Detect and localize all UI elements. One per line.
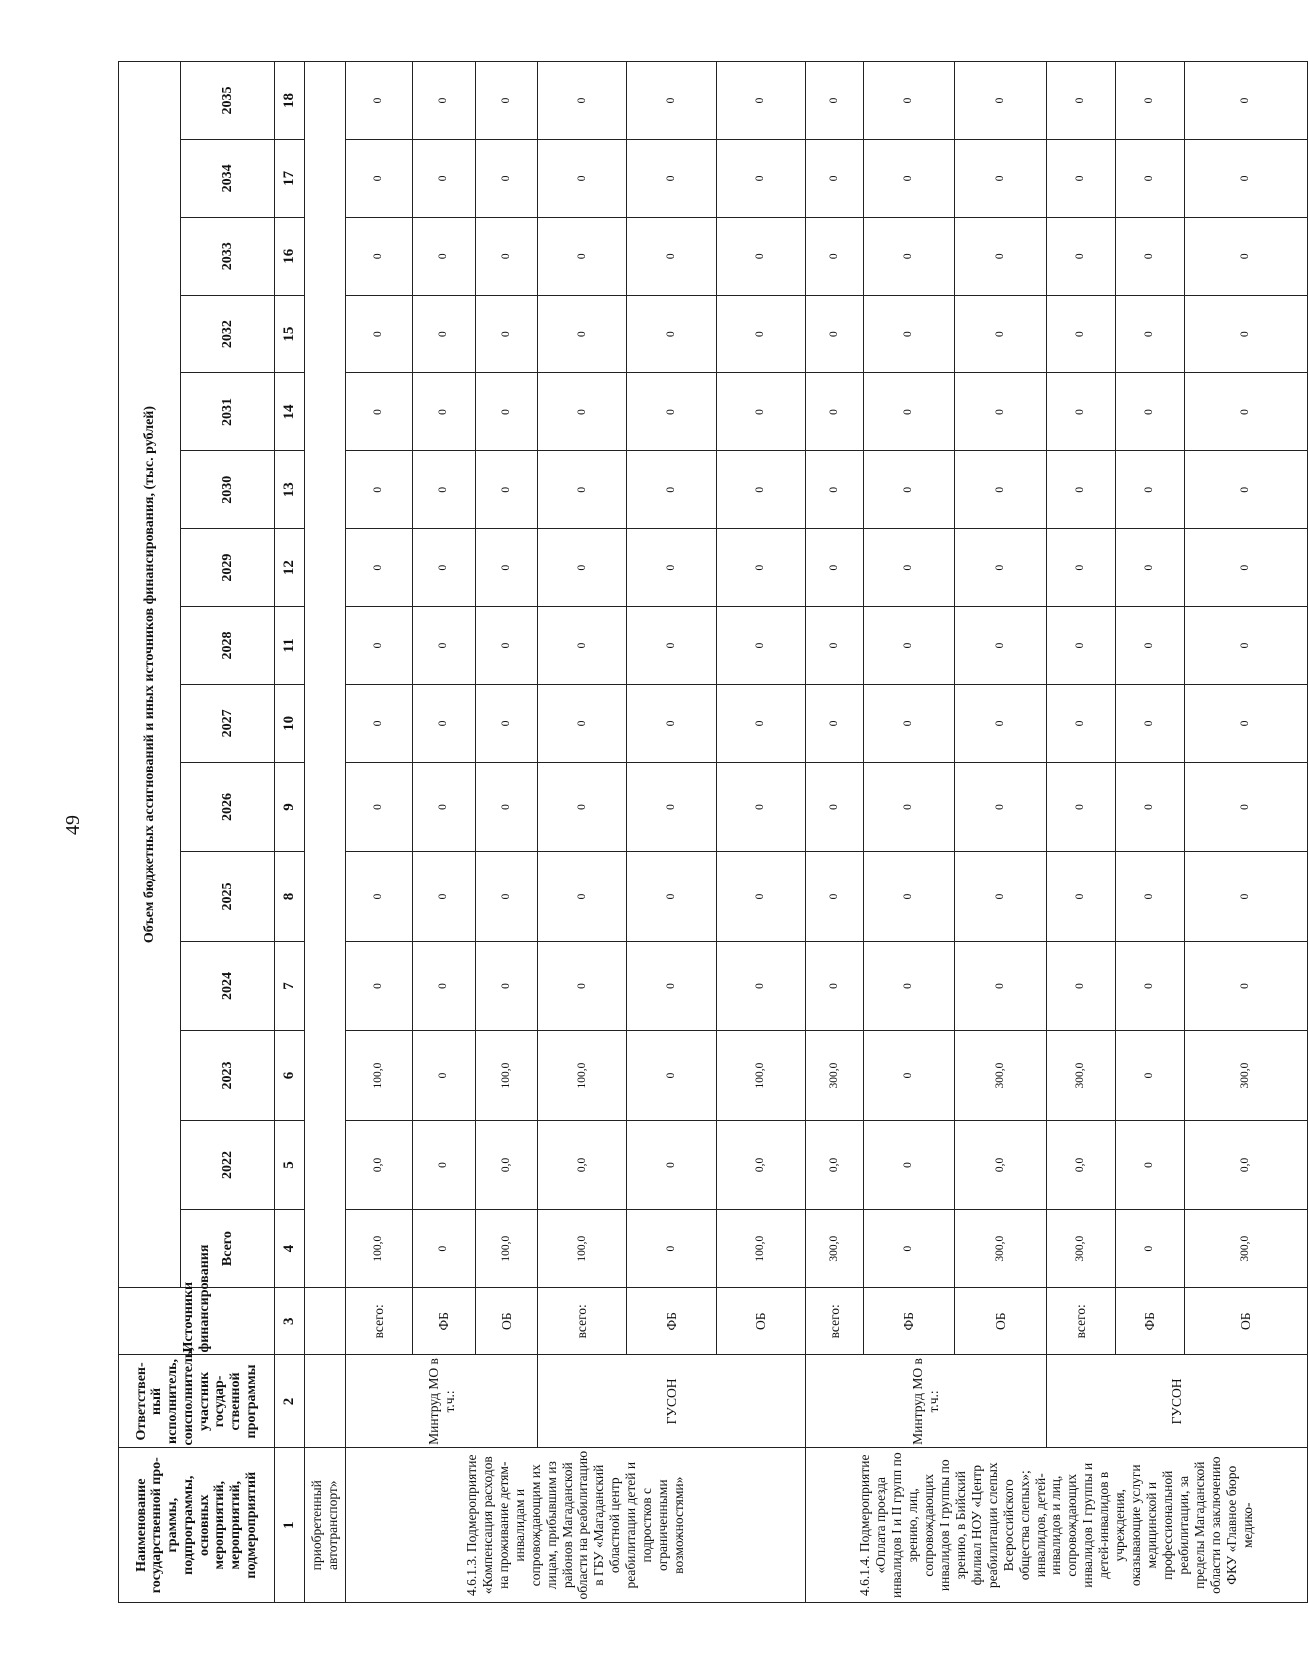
header-year: 2034 — [181, 139, 275, 217]
funding-source: всего: — [805, 1288, 863, 1355]
header-column-number: 15 — [275, 295, 305, 373]
funding-value: 0 — [863, 762, 955, 851]
funding-value: 0 — [627, 529, 716, 607]
funding-value: 100,0 — [346, 1210, 413, 1288]
funding-value: 0 — [863, 529, 955, 607]
funding-value: 0 — [1046, 451, 1115, 529]
funding-value: 0 — [627, 1120, 716, 1209]
funding-source: ОБ — [955, 1288, 1047, 1355]
header-sources: Источники финансирования — [119, 1288, 275, 1355]
funding-value: 0 — [475, 62, 537, 140]
funding-value: 0 — [627, 373, 716, 451]
funding-value: 100,0 — [538, 1031, 627, 1120]
funding-value: 0 — [863, 295, 955, 373]
funding-value: 100,0 — [475, 1210, 537, 1288]
funding-value: 0 — [716, 529, 805, 607]
funding-value: 0 — [346, 295, 413, 373]
funding-value: 300,0 — [805, 1210, 863, 1288]
header-column-number: 16 — [275, 217, 305, 295]
funding-value: 0 — [1185, 139, 1308, 217]
funding-value: 0 — [413, 1120, 475, 1209]
funding-value: 0 — [716, 941, 805, 1030]
header-column-number: 13 — [275, 451, 305, 529]
header-column-number: 14 — [275, 373, 305, 451]
funding-source: ФБ — [1116, 1288, 1185, 1355]
funding-value: 0 — [1185, 941, 1308, 1030]
header-year: 2028 — [181, 607, 275, 685]
header-year: 2024 — [181, 941, 275, 1030]
funding-value: 0 — [863, 373, 955, 451]
funding-value: 0 — [1116, 941, 1185, 1030]
header-year: 2022 — [181, 1120, 275, 1209]
funding-value: 0 — [346, 451, 413, 529]
funding-value: 300,0 — [1046, 1210, 1115, 1288]
funding-value: 0 — [475, 762, 537, 851]
funding-value: 100,0 — [346, 1031, 413, 1120]
funding-value: 0 — [805, 62, 863, 140]
header-year: 2033 — [181, 217, 275, 295]
funding-value: 0 — [413, 762, 475, 851]
header-year: 2026 — [181, 762, 275, 851]
funding-value: 0 — [413, 139, 475, 217]
funding-value: 300,0 — [805, 1031, 863, 1120]
header-column-number: 11 — [275, 607, 305, 685]
funding-value: 0 — [413, 684, 475, 762]
funding-value: 0 — [1185, 62, 1308, 140]
funding-source: ФБ — [627, 1288, 716, 1355]
submeasure-name: 4.6.1.4. Подмероприятие «Оплата проезда инвалидов I и II групп по зрению, лиц, сопровождающих инвалидов I группы по зрению, в Бийский филиал НОУ «Центр реабилитации слепых Всероссийского общества слепых»; инвалидов, детей-инвалидов и лиц, сопровождающих инвалидов I группы и детей-инвалидов в учреждения, оказывающие услуги медицинской и профессиональной реабилитации, за пределы Магаданской области по заключению ФКУ «Главное бюро медико- — [805, 1448, 1307, 1603]
funding-value: 0 — [805, 373, 863, 451]
funding-value: 0 — [955, 852, 1047, 941]
funding-value: 0 — [805, 295, 863, 373]
funding-value: 0 — [863, 217, 955, 295]
header-year: 2023 — [181, 1031, 275, 1120]
funding-value: 0 — [1116, 451, 1185, 529]
funding-value: 0 — [716, 607, 805, 685]
funding-value: 0 — [863, 139, 955, 217]
funding-value: 0 — [538, 451, 627, 529]
header-year: 2032 — [181, 295, 275, 373]
funding-value: 0 — [1185, 373, 1308, 451]
funding-value: 0 — [805, 451, 863, 529]
header-name: Наименование государственной про-граммы, подпрограммы, основных мероприятий, мероприятий, подмероприятий — [119, 1448, 275, 1603]
funding-value: 0 — [955, 451, 1047, 529]
funding-value: 0 — [805, 217, 863, 295]
funding-value: 0 — [955, 139, 1047, 217]
header-column-number: 5 — [275, 1120, 305, 1209]
header-year: 2031 — [181, 373, 275, 451]
header-year: 2025 — [181, 852, 275, 941]
funding-value: 0 — [1116, 852, 1185, 941]
financing-table — [118, 61, 1308, 1603]
funding-value: 0 — [475, 373, 537, 451]
funding-value: 0 — [1116, 684, 1185, 762]
funding-value: 0 — [627, 684, 716, 762]
funding-value: 0 — [413, 295, 475, 373]
funding-value: 0 — [955, 684, 1047, 762]
funding-value: 0 — [955, 529, 1047, 607]
funding-value: 0 — [413, 529, 475, 607]
funding-value: 0 — [627, 607, 716, 685]
funding-value: 0 — [413, 62, 475, 140]
funding-value: 300,0 — [955, 1210, 1047, 1288]
funding-value: 0 — [716, 451, 805, 529]
funding-value: 0 — [627, 852, 716, 941]
header-column-number: 3 — [275, 1288, 305, 1355]
funding-value: 0 — [1116, 1210, 1185, 1288]
funding-value: 0 — [1116, 139, 1185, 217]
funding-value: 0 — [1046, 607, 1115, 685]
funding-value: 0 — [805, 139, 863, 217]
funding-source: всего: — [346, 1288, 413, 1355]
funding-value: 300,0 — [1046, 1031, 1115, 1120]
funding-value: 0 — [413, 607, 475, 685]
funding-value: 300,0 — [955, 1031, 1047, 1120]
funding-value: 0 — [475, 295, 537, 373]
funding-value: 0 — [716, 62, 805, 140]
funding-value: 100,0 — [538, 1210, 627, 1288]
funding-value: 0 — [413, 217, 475, 295]
funding-value: 0 — [413, 852, 475, 941]
funding-value: 0 — [1185, 529, 1308, 607]
funding-value: 0 — [538, 684, 627, 762]
funding-value: 0 — [538, 941, 627, 1030]
header-total: Всего — [181, 1210, 275, 1288]
funding-value: 0 — [805, 762, 863, 851]
header-funding-group: Объем бюджетных ассигнований и иных источников финансирования, (тыс. рублей) — [119, 62, 181, 1288]
funding-value: 0 — [627, 62, 716, 140]
funding-value: 0 — [627, 762, 716, 851]
funding-value: 0 — [346, 217, 413, 295]
funding-value: 0 — [716, 852, 805, 941]
funding-value: 0,0 — [1185, 1120, 1308, 1209]
funding-value: 0 — [538, 607, 627, 685]
continued-name-cell: приобретенный автотранспорт» — [305, 1448, 346, 1603]
funding-value: 0 — [1046, 762, 1115, 851]
funding-value: 0 — [538, 762, 627, 851]
funding-source: всего: — [1046, 1288, 1115, 1355]
funding-value: 0,0 — [475, 1120, 537, 1209]
funding-value: 0 — [475, 852, 537, 941]
responsible-executor: ГУСОН — [1046, 1355, 1307, 1448]
header-column-number: 17 — [275, 139, 305, 217]
funding-source: ОБ — [1185, 1288, 1308, 1355]
funding-value: 0 — [1185, 607, 1308, 685]
funding-value: 0,0 — [1046, 1120, 1115, 1209]
funding-value: 0 — [627, 217, 716, 295]
funding-value: 0 — [716, 217, 805, 295]
funding-value: 0 — [716, 139, 805, 217]
funding-value: 0 — [346, 62, 413, 140]
header-column-number: 12 — [275, 529, 305, 607]
funding-value: 0 — [475, 941, 537, 1030]
funding-value: 0 — [475, 607, 537, 685]
funding-value: 0 — [955, 217, 1047, 295]
funding-value: 0 — [627, 1210, 716, 1288]
header-responsible: Ответствен-ный исполнитель, соисполнитель, участник государ-ственной программы — [119, 1355, 275, 1448]
responsible-executor: ГУСОН — [538, 1355, 806, 1448]
header-column-number: 7 — [275, 941, 305, 1030]
header-column-number: 4 — [275, 1210, 305, 1288]
funding-value: 0 — [1116, 217, 1185, 295]
funding-value: 0 — [1046, 373, 1115, 451]
funding-value: 0 — [805, 852, 863, 941]
funding-value: 0 — [346, 139, 413, 217]
funding-value: 0 — [1185, 684, 1308, 762]
funding-value: 0 — [863, 62, 955, 140]
responsible-executor: Минтруд МО в т.ч.: — [805, 1355, 1046, 1448]
funding-value: 0 — [1116, 295, 1185, 373]
funding-value: 0 — [538, 217, 627, 295]
funding-source: ФБ — [863, 1288, 955, 1355]
funding-value: 0 — [1116, 607, 1185, 685]
funding-value: 0 — [1116, 373, 1185, 451]
funding-value: 0 — [1116, 762, 1185, 851]
page-number: 49 — [62, 815, 84, 835]
funding-source: ФБ — [413, 1288, 475, 1355]
funding-value: 100,0 — [716, 1210, 805, 1288]
funding-value: 0 — [955, 762, 1047, 851]
funding-value: 0 — [538, 852, 627, 941]
funding-value: 0 — [1046, 852, 1115, 941]
funding-value: 100,0 — [716, 1031, 805, 1120]
funding-value: 0 — [1116, 1120, 1185, 1209]
funding-value: 0 — [538, 62, 627, 140]
header-column-number: 6 — [275, 1031, 305, 1120]
funding-value: 0 — [475, 684, 537, 762]
funding-value: 0 — [346, 373, 413, 451]
funding-value: 0 — [1046, 62, 1115, 140]
funding-value: 300,0 — [1185, 1210, 1308, 1288]
submeasure-name: 4.6.1.3. Подмероприятие «Компенсация расходов на проживание детям-инвалидам и сопровождающим их лицам, прибывшим из районов Магаданской области на реабилитацию в ГБУ «Магаданский областной центр реабилитации детей и подростков с ограниченными возможностями» — [346, 1448, 806, 1603]
funding-value: 0 — [1046, 295, 1115, 373]
funding-value: 0 — [346, 762, 413, 851]
funding-value: 0,0 — [538, 1120, 627, 1209]
funding-value: 0 — [863, 1210, 955, 1288]
funding-value: 0 — [805, 941, 863, 1030]
header-column-number: 2 — [275, 1355, 305, 1448]
funding-value: 0 — [413, 941, 475, 1030]
funding-value: 100,0 — [475, 1031, 537, 1120]
funding-value: 0 — [1185, 295, 1308, 373]
header-column-number: 10 — [275, 684, 305, 762]
funding-value: 0 — [716, 295, 805, 373]
funding-value: 0 — [627, 1031, 716, 1120]
funding-value: 0 — [863, 684, 955, 762]
funding-value: 0 — [955, 373, 1047, 451]
funding-value: 0,0 — [805, 1120, 863, 1209]
funding-value: 0 — [1046, 217, 1115, 295]
funding-value: 0 — [1046, 684, 1115, 762]
funding-value: 0,0 — [346, 1120, 413, 1209]
funding-source: всего: — [538, 1288, 627, 1355]
funding-value: 0 — [1046, 941, 1115, 1030]
funding-value: 0 — [955, 62, 1047, 140]
funding-value: 0 — [863, 941, 955, 1030]
funding-value: 0 — [1185, 217, 1308, 295]
funding-value: 0 — [716, 684, 805, 762]
funding-value: 0 — [716, 762, 805, 851]
funding-value: 0 — [955, 607, 1047, 685]
funding-value: 0 — [955, 941, 1047, 1030]
funding-value: 0 — [1185, 451, 1308, 529]
funding-source: ОБ — [716, 1288, 805, 1355]
header-year: 2029 — [181, 529, 275, 607]
funding-value: 0 — [863, 607, 955, 685]
funding-value: 0 — [346, 607, 413, 685]
funding-value: 0,0 — [716, 1120, 805, 1209]
funding-value: 0 — [1046, 139, 1115, 217]
header-column-number: 8 — [275, 852, 305, 941]
funding-value: 0 — [805, 607, 863, 685]
header-column-number: 9 — [275, 762, 305, 851]
funding-value: 0 — [538, 373, 627, 451]
header-year: 2035 — [181, 62, 275, 140]
funding-value: 0 — [863, 1120, 955, 1209]
rotated-table-wrapper — [118, 61, 1308, 1603]
funding-source: ОБ — [475, 1288, 537, 1355]
responsible-executor: Минтруд МО в т.ч.: — [346, 1355, 538, 1448]
funding-value: 0 — [413, 373, 475, 451]
funding-value: 0 — [1116, 62, 1185, 140]
funding-value: 0 — [955, 295, 1047, 373]
funding-value: 0 — [627, 451, 716, 529]
funding-value: 0 — [627, 295, 716, 373]
funding-value: 0 — [538, 295, 627, 373]
funding-value: 0 — [627, 139, 716, 217]
funding-value: 0 — [863, 451, 955, 529]
header-year: 2027 — [181, 684, 275, 762]
funding-value: 0,0 — [955, 1120, 1047, 1209]
funding-value: 300,0 — [1185, 1031, 1308, 1120]
funding-value: 0 — [1185, 852, 1308, 941]
funding-value: 0 — [1185, 762, 1308, 851]
header-column-number: 18 — [275, 62, 305, 140]
funding-value: 0 — [863, 1031, 955, 1120]
funding-value: 0 — [863, 852, 955, 941]
header-column-number: 1 — [275, 1448, 305, 1603]
funding-value: 0 — [1116, 529, 1185, 607]
funding-value: 0 — [475, 451, 537, 529]
funding-value: 0 — [805, 529, 863, 607]
funding-value: 0 — [346, 684, 413, 762]
funding-value: 0 — [346, 941, 413, 1030]
funding-value: 0 — [475, 139, 537, 217]
funding-value: 0 — [346, 529, 413, 607]
funding-value: 0 — [1046, 529, 1115, 607]
funding-value: 0 — [346, 852, 413, 941]
funding-value: 0 — [475, 529, 537, 607]
funding-value: 0 — [805, 684, 863, 762]
funding-value: 0 — [413, 1210, 475, 1288]
funding-value: 0 — [716, 373, 805, 451]
funding-value: 0 — [538, 529, 627, 607]
funding-value: 0 — [538, 139, 627, 217]
funding-value: 0 — [413, 1031, 475, 1120]
funding-value: 0 — [475, 217, 537, 295]
funding-value: 0 — [1116, 1031, 1185, 1120]
funding-value: 0 — [413, 451, 475, 529]
funding-value: 0 — [627, 941, 716, 1030]
header-year: 2030 — [181, 451, 275, 529]
